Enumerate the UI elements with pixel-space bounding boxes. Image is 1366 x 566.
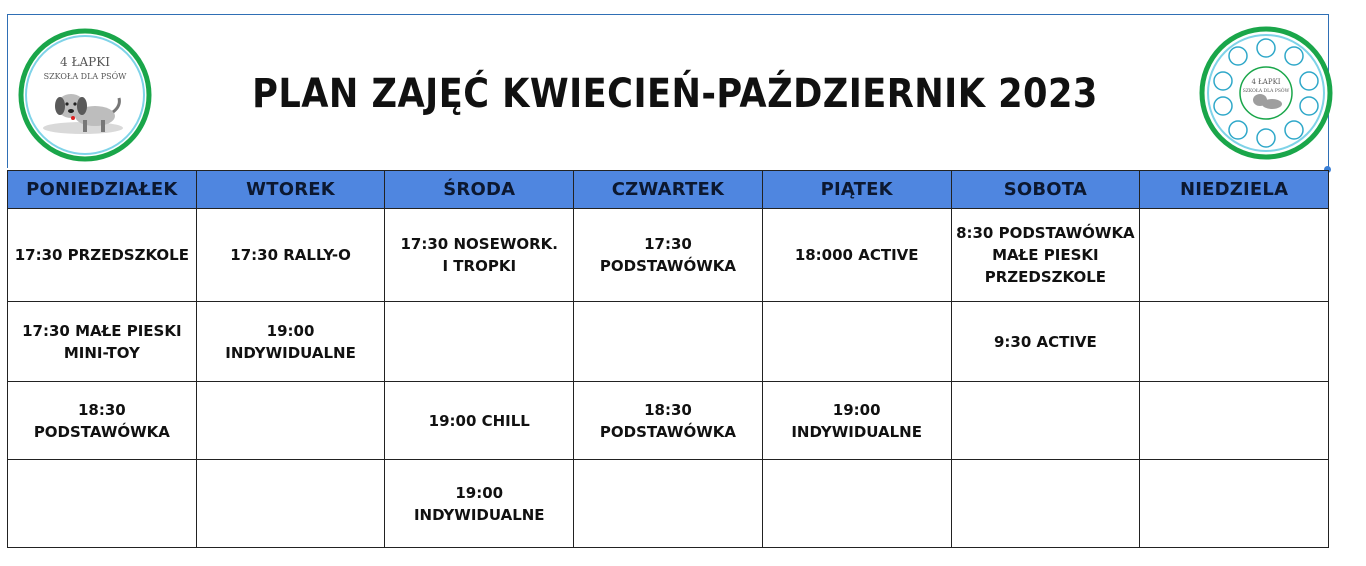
class-entry-line: 17:30 MAŁE PIESKI	[22, 321, 182, 340]
class-entry-line: 19:00	[832, 400, 881, 419]
class-entry-line: 19:00 INDYWIDUALNE	[225, 321, 356, 362]
logo-right-line2: SZKOŁA DLA PSÓW	[1242, 89, 1290, 94]
class-entry-line: 17:30 NOSEWORK.	[400, 235, 558, 253]
schedule-cell-sunday	[1140, 209, 1329, 302]
schedule-cell-thursday	[574, 209, 763, 302]
schedule-cell-monday	[8, 460, 197, 548]
class-entry-line: 18:30 PODSTAWÓWKA	[33, 400, 170, 441]
class-entry-line: 19:00 INDYWIDUALNE	[413, 483, 545, 524]
schedule-cell-monday	[8, 302, 197, 382]
class-entry-line: 17:30 RALLY-O	[230, 246, 351, 264]
logo-right-line1: 4 ŁAPKI	[1251, 78, 1281, 86]
schedule-cell-saturday	[951, 382, 1140, 460]
schedule-cell-friday	[762, 302, 951, 382]
schedule-body	[8, 209, 1329, 548]
class-entry-line: PRZEDSZKOLE	[984, 268, 1107, 286]
schedule-cell-sunday	[1140, 302, 1329, 382]
class-entry-line: 18:000 ACTIVE	[794, 246, 919, 264]
class-entry-line: 17:30 PODSTAWÓWKA	[599, 235, 736, 275]
schedule-cell-thursday	[574, 302, 763, 382]
schedule-cell-wednesday	[385, 382, 574, 460]
schedule-cell-monday	[8, 209, 197, 302]
schedule-cell-tuesday	[196, 209, 385, 302]
schedule-row	[8, 382, 1329, 460]
class-entry-line: INDYWIDUALNE	[791, 422, 922, 441]
class-entry-line: 17:30 PRZEDSZKOLE	[14, 246, 189, 264]
schedule-cell-saturday	[951, 460, 1140, 548]
schedule-cell-wednesday	[385, 460, 574, 548]
class-entry-line: 18:30 PODSTAWÓWKA	[599, 400, 736, 441]
schedule-cell-wednesday	[385, 209, 574, 302]
class-entry-line: MINI-TOY	[63, 343, 140, 362]
schedule-cell-tuesday	[196, 460, 385, 548]
schedule-cell-thursday	[574, 382, 763, 460]
schedule-cell-friday	[762, 460, 951, 548]
day-header-saturday: SOBOTA	[951, 171, 1140, 209]
schedule-cell-saturday	[951, 209, 1140, 302]
schedule-cell-wednesday	[385, 302, 574, 382]
class-entry-line: I TROPKI	[442, 257, 517, 275]
day-header-tuesday: WTOREK	[196, 171, 385, 209]
schedule-cell-tuesday	[196, 382, 385, 460]
schedule-table	[7, 170, 1329, 548]
schedule-cell-thursday	[574, 460, 763, 548]
class-entry-line: 8:30 PODSTAWÓWKA	[956, 224, 1135, 242]
school-logo-left	[13, 28, 157, 162]
day-header-thursday: CZWARTEK	[574, 171, 763, 209]
day-header-sunday: NIEDZIELA	[1140, 171, 1329, 209]
school-logo-right	[1198, 26, 1334, 160]
class-entry-line: 9:30 ACTIVE	[993, 332, 1097, 351]
schedule-cell-saturday	[951, 302, 1140, 382]
schedule-row	[8, 209, 1329, 302]
schedule-cell-sunday	[1140, 460, 1329, 548]
class-entry-line: 19:00 CHILL	[428, 411, 530, 430]
class-entry-line: MAŁE PIESKI	[992, 246, 1099, 264]
day-header-row	[8, 171, 1329, 209]
logo-left-line2: SZKOŁA DLA PSÓW	[43, 72, 127, 81]
schedule-row	[8, 460, 1329, 548]
schedule-cell-monday	[8, 382, 197, 460]
schedule-cell-sunday	[1140, 382, 1329, 460]
schedule-cell-friday	[762, 382, 951, 460]
schedule-row	[8, 302, 1329, 382]
schedule-cell-tuesday	[196, 302, 385, 382]
schedule-cell-friday	[762, 209, 951, 302]
logo-left-line1: 4 ŁAPKI	[60, 55, 110, 69]
day-header-wednesday: ŚRODA	[385, 171, 574, 209]
day-header-monday: PONIEDZIAŁEK	[8, 171, 197, 209]
day-header-friday: PIĄTEK	[762, 171, 951, 209]
page-title: PLAN ZAJĘĆ KWIECIEŃ-PAŹDZIERNIK 2023	[252, 71, 1098, 117]
